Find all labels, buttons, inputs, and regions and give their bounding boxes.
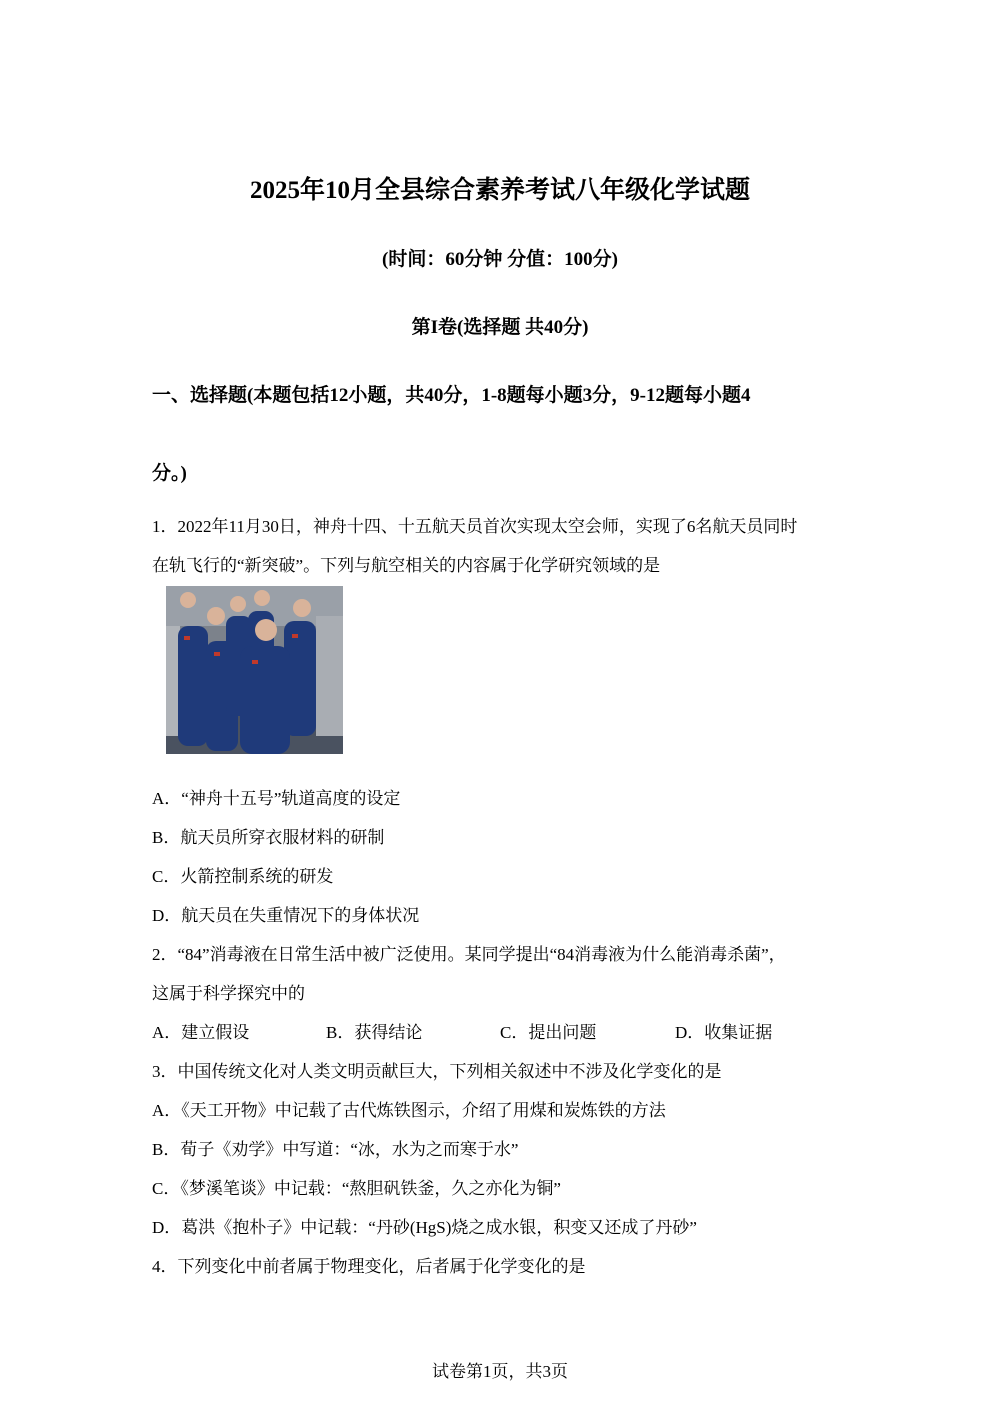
question-2-stem-line2: 这属于科学探究中的 [152, 984, 305, 1003]
page-number: 试卷第1页，共3页 [432, 1362, 568, 1381]
question-3-option-d: D．葛洪《抱朴子》中记载：“丹砂(HgS)烧之成水银，积变又还成了丹砂” [152, 1218, 697, 1237]
page-title: 2025年10月全县综合素养考试八年级化学试题 [249, 177, 750, 204]
question-2-stem-line1: 2．“84”消毒液在日常生活中被广泛使用。某同学提出“84消毒液为什么能消毒杀菌”， [152, 945, 786, 964]
question-1-stem-line2: 在轨飞行的“新突破”。下列与航空相关的内容属于化学研究领域的是 [152, 556, 661, 575]
question-2-option-a: A．建立假设 [152, 1023, 250, 1042]
question-1-option-d: D．航天员在失重情况下的身体状况 [152, 906, 420, 925]
question-1-option-c: C．火箭控制系统的研发 [152, 867, 334, 886]
part-heading: 第I卷(选择题 共40分) [411, 317, 589, 338]
section-heading-line1: 一、选择题(本题包括12小题，共40分，1-8题每小题3分，9-12题每小题4 [152, 385, 751, 406]
question-1-option-a: A．“神舟十五号”轨道高度的设定 [152, 789, 401, 808]
section-heading-line2: 分。) [152, 463, 187, 484]
question-3-stem: 3．中国传统文化对人类文明贡献巨大，下列相关叙述中不涉及化学变化的是 [152, 1062, 722, 1081]
question-3-option-b: B．荀子《劝学》中写道：“冰，水为之而寒于水” [152, 1140, 519, 1159]
question-2-option-d: D．收集证据 [675, 1023, 773, 1042]
astronauts-photo-drawing [166, 586, 343, 754]
question-3-option-a: A．《天工开物》中记载了古代炼铁图示，介绍了用煤和炭炼铁的方法 [152, 1101, 666, 1120]
question-2-option-b: B．获得结论 [326, 1023, 423, 1042]
question-3-option-c: C．《梦溪笔谈》中记载：“熬胆矾铁釜，久之亦化为铜” [152, 1179, 561, 1198]
question-1-stem-line1: 1．2022年11月30日，神舟十四、十五航天员首次实现太空会师，实现了6名航天员同时 [152, 517, 798, 536]
astronauts-photo [166, 586, 343, 754]
question-1-option-b: B．航天员所穿衣服材料的研制 [152, 828, 385, 847]
question-2-option-c: C．提出问题 [500, 1023, 597, 1042]
exam-info: (时间：60分钟 分值：100分) [382, 249, 618, 270]
question-4-stem: 4．下列变化中前者属于物理变化，后者属于化学变化的是 [152, 1257, 586, 1276]
